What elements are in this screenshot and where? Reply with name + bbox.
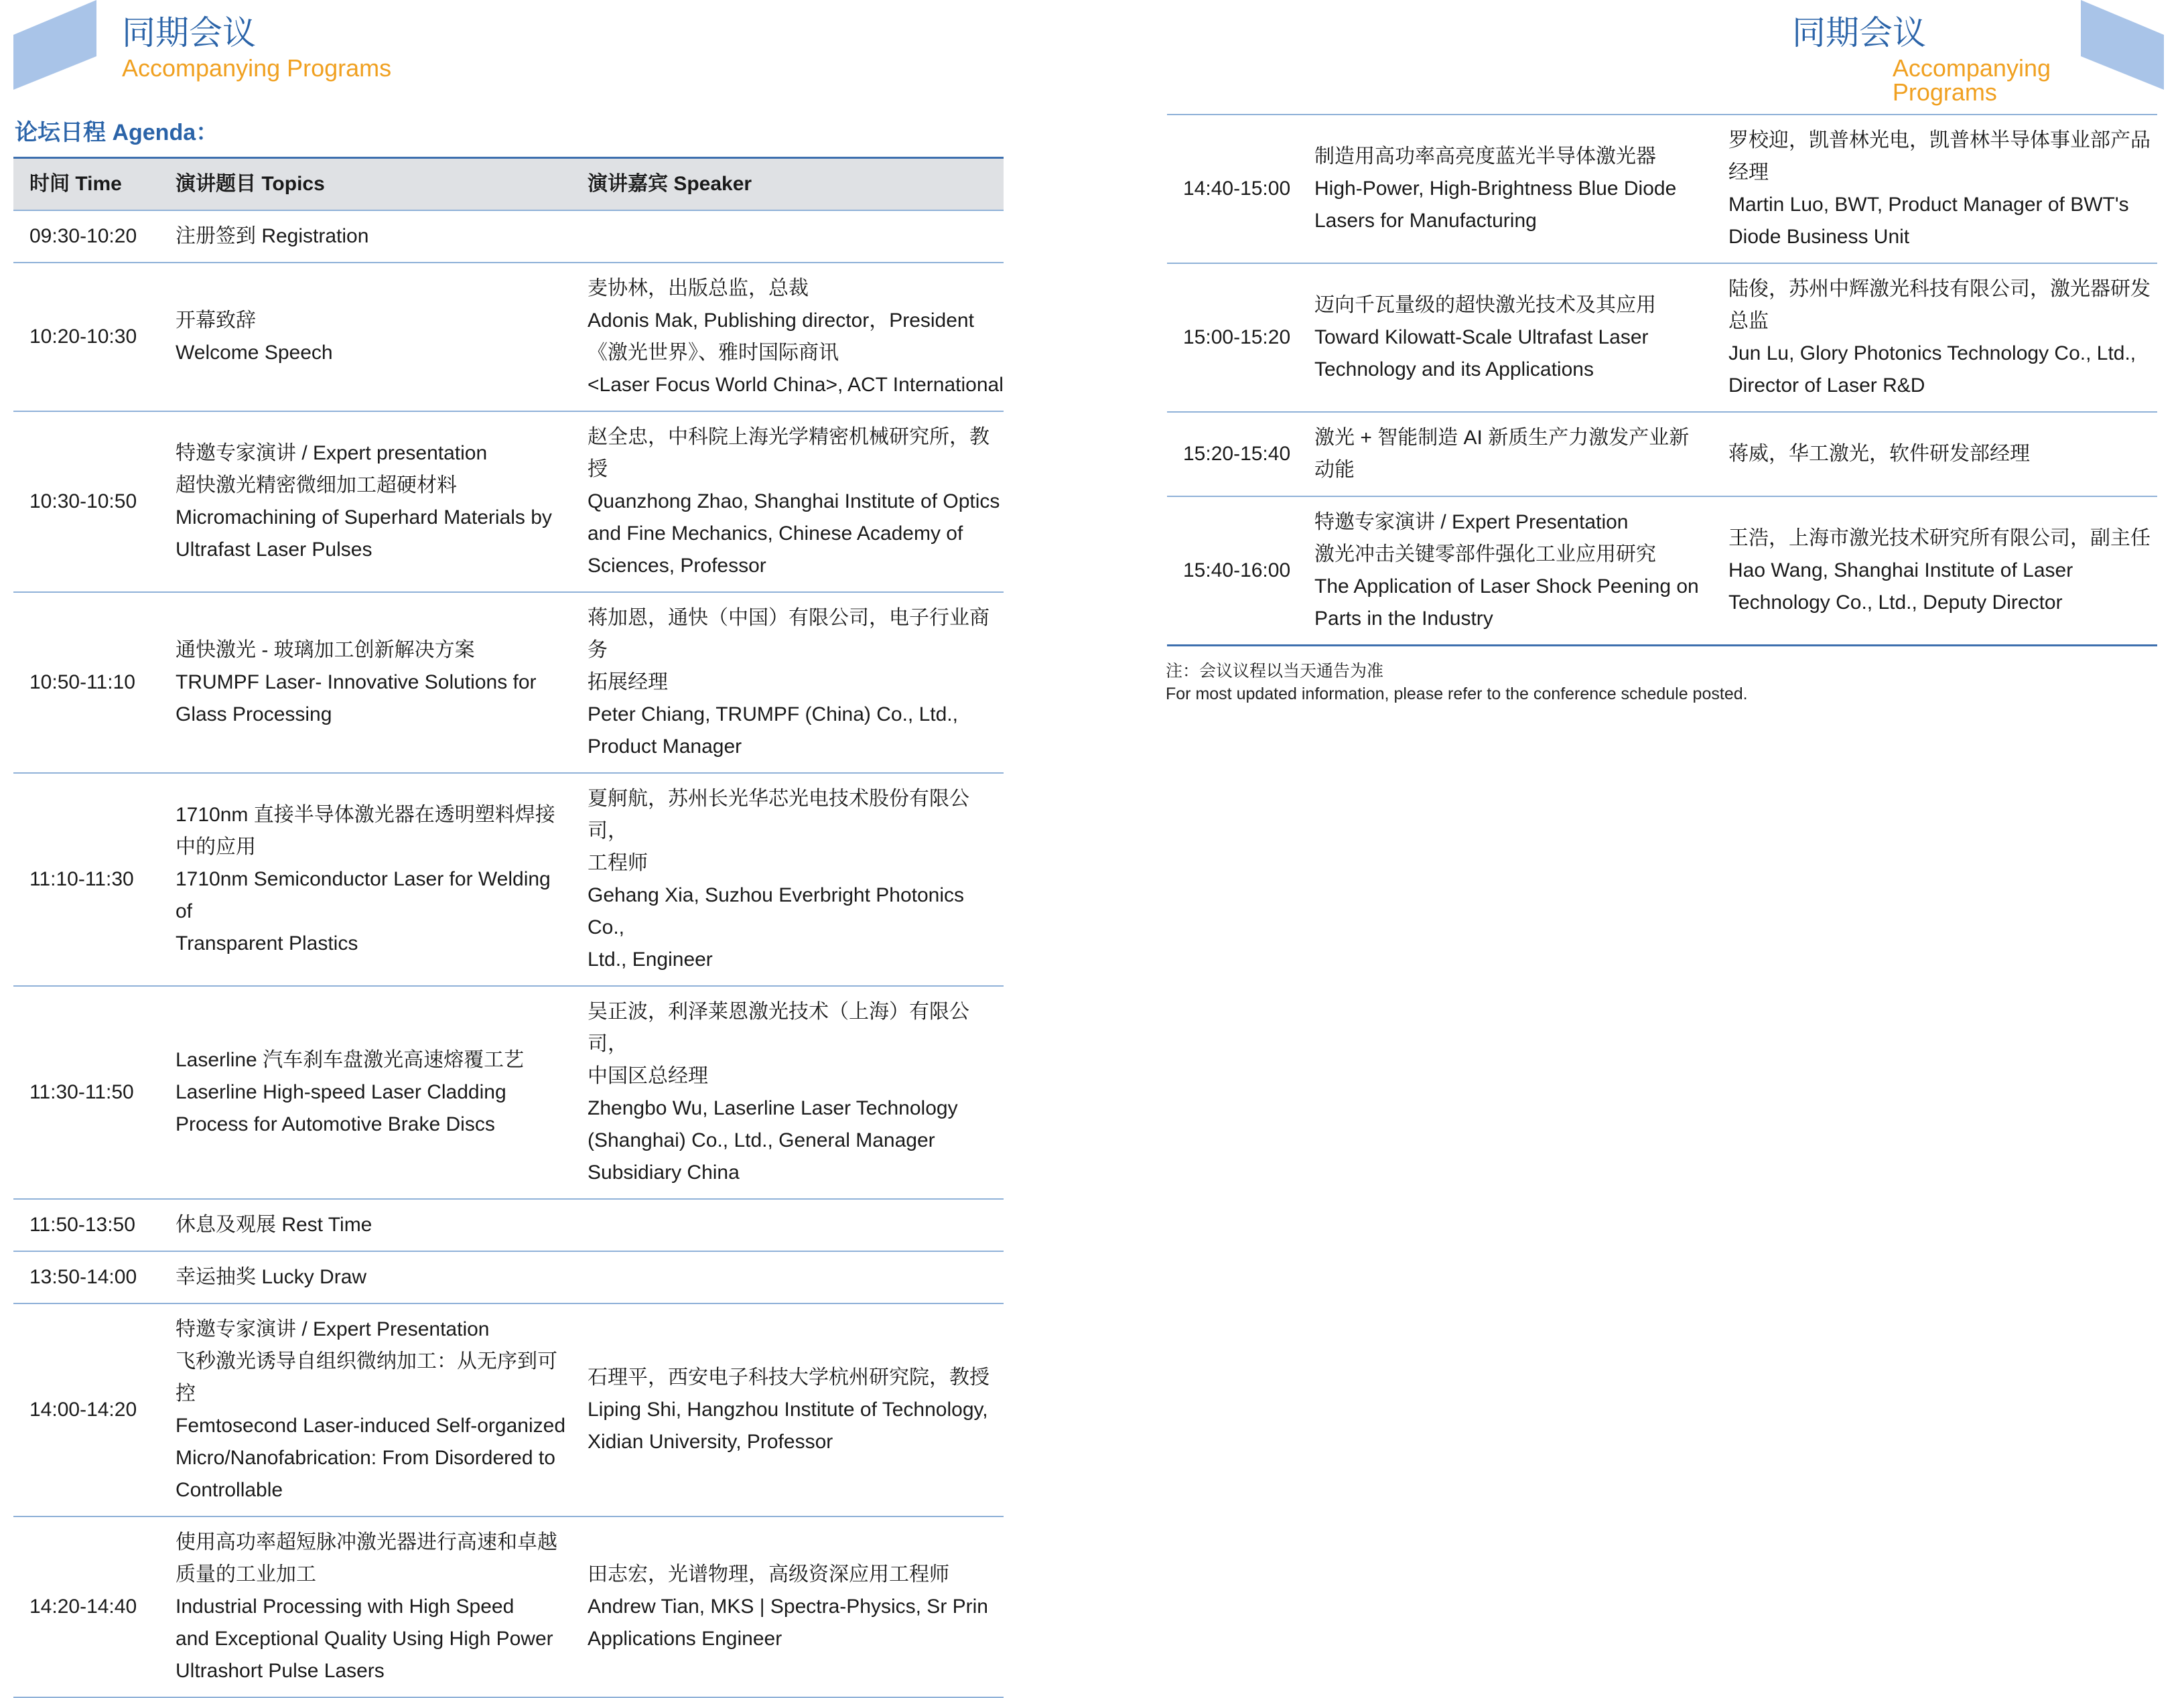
topic-line: Welcome Speech <box>176 342 333 364</box>
topic-line: 飞秒激光诱导自组织微纳加工：从无序到可 <box>176 1350 557 1372</box>
section-title-cn: 同期会议 <box>122 14 256 52</box>
topic-cell <box>159 210 571 263</box>
topic-line: Laserline High-speed Laser Cladding <box>176 1081 506 1103</box>
time-cell: 10:20-10:30 <box>13 263 159 411</box>
speaker-line: 陆俊，苏州中辉激光科技有限公司，激光器研发 <box>1728 278 2151 300</box>
agenda-table-left <box>13 157 1004 1698</box>
speaker-line: 蒋威，华工激光，软件研发部经理 <box>1728 443 2030 465</box>
table-row <box>1167 115 2157 263</box>
speaker-cell <box>1712 115 2157 263</box>
speaker-line: Product Manager <box>588 735 742 758</box>
table-row <box>1167 496 2157 646</box>
time-cell: 15:20-15:40 <box>1167 412 1298 496</box>
speaker-line: Gehang Xia, Suzhou Everbright Photonics Co., <box>588 884 965 938</box>
speaker-line: 石理平，西安电子科技大学杭州研究院，教授 <box>588 1366 989 1389</box>
speaker-cell <box>571 1516 1004 1697</box>
speaker-cell <box>571 1251 1004 1303</box>
topic-line: Ultrafast Laser Pulses <box>176 539 372 561</box>
speaker-line: Subsidiary China <box>588 1161 740 1184</box>
table-row <box>13 1251 1004 1303</box>
speaker-line: 《激光世界》、雅时国际商讯 <box>588 342 839 364</box>
topic-line: 中的应用 <box>176 836 256 858</box>
topic-line: 制造用高功率高亮度蓝光半导体激光器 <box>1314 145 1656 167</box>
topic-line: 控 <box>176 1383 196 1405</box>
topic-line: 特邀专家演讲 / Expert Presentation <box>1314 511 1629 533</box>
topic-cell <box>159 411 571 592</box>
speaker-cell <box>571 263 1004 411</box>
speaker-cell <box>1712 263 2157 412</box>
topic-cell <box>159 773 571 986</box>
topic-cell <box>1298 412 1712 496</box>
speaker-line: 王浩，上海市激光技术研究所有限公司，副主任 <box>1728 527 2151 549</box>
topic-line: Controllable <box>176 1479 283 1501</box>
speaker-line: Quanzhong Zhao, Shanghai Institute of Optics <box>588 490 1000 512</box>
speaker-line: Jun Lu, Glory Photonics Technology Co., Ltd., <box>1728 342 2136 364</box>
speaker-line: Peter Chiang, TRUMPF (China) Co., Ltd., <box>588 703 958 725</box>
speaker-line: 拓展经理 <box>588 671 668 693</box>
section-title-en-right: Accompanying Programs <box>1892 54 2051 106</box>
topic-line: 1710nm Semiconductor Laser for Welding of <box>176 868 551 922</box>
speaker-line: <Laser Focus World China>, ACT International <box>588 374 1004 396</box>
table-row <box>1167 412 2157 496</box>
topic-line: 通快激光 - 玻璃加工创新解决方案 <box>176 639 475 661</box>
table-row <box>13 1199 1004 1251</box>
table-row <box>13 210 1004 263</box>
table-row <box>13 592 1004 773</box>
topic-line: 激光冲击关键零部件强化工业应用研究 <box>1314 543 1656 565</box>
table-row <box>13 1303 1004 1516</box>
topic-line: 注册签到 Registration <box>176 225 369 247</box>
speaker-line: 工程师 <box>588 852 648 874</box>
speaker-line: Diode Business Unit <box>1728 226 1910 248</box>
time-cell: 09:30-10:20 <box>13 210 159 263</box>
speaker-cell <box>571 411 1004 592</box>
speaker-line: 夏舸航，苏州长光华芯光电技术股份有限公司， <box>588 788 969 842</box>
topic-line: 动能 <box>1314 459 1355 481</box>
time-cell: 14:00-14:20 <box>13 1303 159 1516</box>
speaker-line: 经理 <box>1728 161 1769 184</box>
topic-line: Ultrashort Pulse Lasers <box>176 1660 385 1682</box>
topic-line: Transparent Plastics <box>176 932 358 954</box>
speaker-line: 田志宏，光谱物理，高级资深应用工程师 <box>588 1563 949 1585</box>
agenda-label: 论坛日程 Agenda： <box>15 120 219 145</box>
speaker-line: Liping Shi, Hangzhou Institute of Technology, <box>588 1399 988 1421</box>
speaker-cell <box>571 1303 1004 1516</box>
topic-line: Micro/Nanofabrication: From Disordered to <box>176 1447 555 1469</box>
topic-cell <box>159 1516 571 1697</box>
time-cell: 14:20-14:40 <box>13 1516 159 1697</box>
topic-line: 迈向千瓦量级的超快激光技术及其应用 <box>1314 294 1656 316</box>
time-cell: 11:10-11:30 <box>13 773 159 986</box>
time-cell: 13:50-14:00 <box>13 1251 159 1303</box>
column-header-time: 时间 Time <box>13 158 159 211</box>
column-header-speaker: 演讲嘉宾 Speaker <box>571 158 1004 211</box>
speaker-line: 吴正波，利泽莱恩激光技术（上海）有限公司， <box>588 1001 969 1055</box>
topic-line: Femtosecond Laser-induced Self-organized <box>176 1415 565 1437</box>
ribbon-flag-icon <box>13 0 100 94</box>
agenda-table-right <box>1167 114 2157 646</box>
column-header-topic: 演讲题目 Topics <box>159 158 571 211</box>
table-row <box>13 986 1004 1199</box>
speaker-line: Martin Luo, BWT, Product Manager of BWT's <box>1728 194 2129 216</box>
speaker-line: 总监 <box>1728 310 1769 332</box>
topic-line: Industrial Processing with High Speed <box>176 1596 515 1618</box>
ribbon-flag-icon-right <box>2077 0 2164 94</box>
speaker-cell <box>571 210 1004 263</box>
speaker-cell <box>1712 496 2157 646</box>
topic-line: 开幕致辞 <box>176 309 256 332</box>
topic-line: Micromachining of Superhard Materials by <box>176 506 552 528</box>
speaker-line: 罗校迎，凯普林光电，凯普林半导体事业部产品 <box>1728 129 2151 151</box>
speaker-cell <box>571 773 1004 986</box>
speaker-line: 中国区总经理 <box>588 1065 708 1087</box>
table-row <box>13 773 1004 986</box>
speaker-line: and Fine Mechanics, Chinese Academy of <box>588 522 963 545</box>
right-page <box>1092 0 2184 1535</box>
speaker-line: Zhengbo Wu, Laserline Laser Technology <box>588 1097 958 1119</box>
topic-line: 质量的工业加工 <box>176 1563 316 1585</box>
table-row <box>13 411 1004 592</box>
speaker-cell <box>571 1199 1004 1251</box>
topic-line: Parts in the Industry <box>1314 608 1493 630</box>
footnote-cn: 注：会议议程以当天通告为准 <box>1166 662 1384 681</box>
speaker-line: 麦协林，出版总监，总裁 <box>588 277 809 299</box>
table-row <box>13 1516 1004 1697</box>
table-header <box>13 158 1004 211</box>
time-cell: 11:50-13:50 <box>13 1199 159 1251</box>
left-page <box>0 0 1092 1682</box>
topic-cell <box>1298 263 1712 412</box>
topic-cell <box>1298 496 1712 646</box>
topic-cell <box>159 263 571 411</box>
topic-line: Toward Kilowatt-Scale Ultrafast Laser <box>1314 326 1649 348</box>
time-cell: 10:30-10:50 <box>13 411 159 592</box>
speaker-cell <box>571 986 1004 1199</box>
topic-cell <box>159 1303 571 1516</box>
speaker-line: Director of Laser R&D <box>1728 374 1925 397</box>
speaker-line: Xidian University, Professor <box>588 1431 833 1453</box>
time-cell: 15:00-15:20 <box>1167 263 1298 412</box>
topic-cell <box>159 1199 571 1251</box>
topic-line: 激光 + 智能制造 AI 新质生产力激发产业新 <box>1314 427 1690 449</box>
topic-line: Technology and its Applications <box>1314 358 1594 380</box>
footnote <box>1166 660 1748 705</box>
speaker-line: Hao Wang, Shanghai Institute of Laser <box>1728 559 2073 581</box>
table-row <box>1167 263 2157 412</box>
speaker-line: 蒋加恩，通快（中国）有限公司，电子行业商务 <box>588 607 989 661</box>
topic-line: TRUMPF Laser- Innovative Solutions for <box>176 671 537 693</box>
footnote-en: For most updated information, please refer to the conference schedule posted. <box>1166 685 1748 703</box>
topic-line: Laserline 汽车刹车盘激光高速熔覆工艺 <box>176 1049 525 1071</box>
topic-line: Glass Processing <box>176 703 332 725</box>
topic-line: 特邀专家演讲 / Expert Presentation <box>176 1318 490 1340</box>
time-cell: 14:40-15:00 <box>1167 115 1298 263</box>
topic-line: 超快激光精密微细加工超硬材料 <box>176 474 457 496</box>
speaker-cell <box>1712 412 2157 496</box>
topic-line: 幸运抽奖 Lucky Draw <box>176 1266 367 1288</box>
speaker-line: Andrew Tian, MKS | Spectra-Physics, Sr Prin <box>588 1596 988 1618</box>
section-title-cn-right: 同期会议 <box>1792 14 1926 52</box>
speaker-line: Ltd., Engineer <box>588 948 713 971</box>
topic-cell <box>159 986 571 1199</box>
topic-line: 休息及观展 Rest Time <box>176 1214 372 1236</box>
speaker-line: Technology Co., Ltd., Deputy Director <box>1728 591 2063 614</box>
speaker-line: Applications Engineer <box>588 1628 782 1650</box>
topic-line: The Application of Laser Shock Peening on <box>1314 575 1699 597</box>
topic-line: 1710nm 直接半导体激光器在透明塑料焊接 <box>176 804 555 826</box>
topic-cell <box>159 592 571 773</box>
time-cell: 10:50-11:10 <box>13 592 159 773</box>
topic-line: 特邀专家演讲 / Expert presentation <box>176 442 488 464</box>
speaker-cell <box>571 592 1004 773</box>
speaker-line: Adonis Mak, Publishing director，President <box>588 309 974 332</box>
topic-line: Lasers for Manufacturing <box>1314 210 1537 232</box>
time-cell: 15:40-16:00 <box>1167 496 1298 646</box>
topic-line: 使用高功率超短脉冲激光器进行高速和卓越 <box>176 1531 557 1553</box>
topic-line: and Exceptional Quality Using High Power <box>176 1628 553 1650</box>
topic-cell <box>1298 115 1712 263</box>
speaker-line: (Shanghai) Co., Ltd., General Manager <box>588 1129 935 1151</box>
table-row <box>13 263 1004 411</box>
topic-cell <box>159 1251 571 1303</box>
topic-line: High-Power, High-Brightness Blue Diode <box>1314 178 1677 200</box>
speaker-line: Sciences, Professor <box>588 555 766 577</box>
section-title-en: Accompanying Programs <box>122 54 392 82</box>
time-cell: 11:30-11:50 <box>13 986 159 1199</box>
topic-line: Process for Automotive Brake Discs <box>176 1113 495 1135</box>
speaker-line: 赵全忠，中科院上海光学精密机械研究所，教授 <box>588 426 989 480</box>
